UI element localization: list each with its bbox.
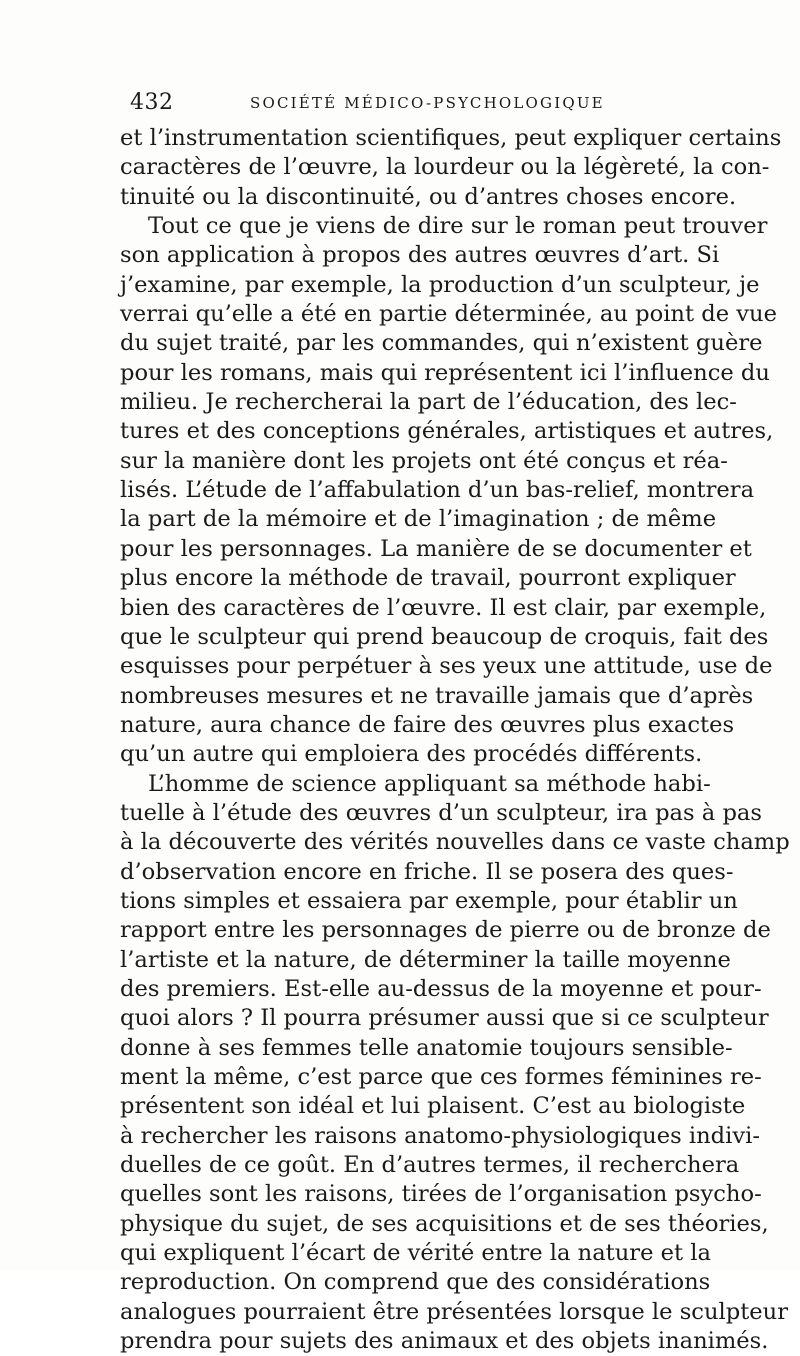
text-line: plus encore la méthode de travail, pourront expliquer: [120, 565, 736, 592]
text-line: la part de la mémoire et de l’imagination ; de même: [120, 506, 717, 533]
text-line: pour les romans, mais qui représentent ici l’influence du: [120, 359, 770, 386]
text-line: et l’instrumentation scientifiques, peut expliquer certains: [120, 125, 782, 151]
paragraph-3: [120, 770, 790, 1356]
text-line: lisés. L’étude de l’affabulation d’un bas-relief, montrera: [120, 477, 755, 504]
text-line: tinuité ou la discontinuité, ou d’antres choses encore.: [120, 183, 737, 210]
text-line: qu’un autre qui emploiera des procédés différents.: [120, 741, 703, 768]
text-line: d’observation encore en friche. Il se posera des ques-: [120, 858, 734, 885]
text-line: Tout ce que je viens de dire sur le roman peut trouver: [148, 213, 768, 240]
text-line: milieu. Je rechercherai la part de l’éducation, des lec-: [120, 389, 737, 416]
text-line: verrai qu’elle a été en partie déterminée, au point de vue: [120, 301, 777, 328]
text-line: quoi alors ? Il pourra présumer aussi que si ce sculpteur: [120, 1005, 769, 1032]
text-line: nature, aura chance de faire des œuvres plus exactes: [120, 711, 735, 738]
text-line: pour les personnages. La manière de se documenter et: [120, 535, 752, 562]
text-line: bien des caractères de l’œuvre. Il est clair, par exemple,: [120, 594, 767, 621]
paragraph-2: [120, 212, 777, 770]
text-line: tures et des conceptions générales, artistiques et autres,: [120, 418, 774, 445]
text-line: reproduction. On comprend que des considérations: [120, 1269, 711, 1296]
text-line: présentent son idéal et lui plaisent. C’est au biologiste: [120, 1093, 746, 1120]
text-line: ment la même, c’est parce que ces formes féminines re-: [120, 1064, 762, 1090]
page-header: [130, 90, 670, 118]
text-line: tions simples et essaiera par exemple, pour établir un: [120, 887, 738, 914]
text-line: à rechercher les raisons anatomo-physiologiques indivi-: [120, 1122, 760, 1149]
text-line: nombreuses mesures et ne travaille jamais que d’après: [120, 682, 754, 709]
text-line: caractères de l’œuvre, la lourdeur ou la légèreté, la con-: [120, 154, 770, 181]
text-line: que le sculpteur qui prend beaucoup de croquis, fait des: [120, 623, 769, 650]
text-line: qui expliquent l’écart de vérité entre la nature et la: [120, 1240, 711, 1267]
body-text: [120, 124, 790, 1356]
page-number: 432: [130, 90, 174, 115]
running-head: SOCIÉTÉ MÉDICO-PSYCHOLOGIQUE: [250, 94, 605, 112]
paragraph-1: [120, 124, 782, 212]
text-line: sur la manière dont les projets ont été conçus et réa-: [120, 447, 728, 474]
text-line: quelles sont les raisons, tirées de l’organisation psycho-: [120, 1181, 762, 1208]
text-line: duelles de ce goût. En d’autres termes, il recherchera: [120, 1152, 740, 1179]
text-line: tuelle à l’étude des œuvres d’un sculpteur, ira pas à pas: [120, 799, 762, 826]
text-line: L’homme de science appliquant sa méthode habi-: [148, 770, 711, 797]
text-line: l’artiste et la nature, de déterminer la taille moyenne: [120, 946, 731, 973]
text-line: analogues pourraient être présentées lorsque le sculpteur: [120, 1298, 788, 1325]
text-line: prendra pour sujets des animaux et des objets inanimés.: [120, 1328, 769, 1355]
text-line: esquisses pour perpétuer à ses yeux une attitude, use de: [120, 653, 773, 680]
text-line: son application à propos des autres œuvres d’art. Si: [120, 242, 720, 269]
text-line: donne à ses femmes telle anatomie toujours sensible-: [120, 1034, 733, 1061]
text-line: j’examine, par exemple, la production d’un sculpteur, je: [120, 271, 760, 298]
text-line: physique du sujet, de ses acquisitions et de ses théories,: [120, 1210, 769, 1237]
text-line: à la découverte des vérités nouvelles dans ce vaste champ: [120, 829, 790, 856]
text-line: des premiers. Est-elle au-dessus de la moyenne et pour-: [120, 975, 762, 1002]
text-line: du sujet traité, par les commandes, qui n’existent guère: [120, 330, 763, 357]
text-line: rapport entre les personnages de pierre ou de bronze de: [120, 917, 771, 944]
